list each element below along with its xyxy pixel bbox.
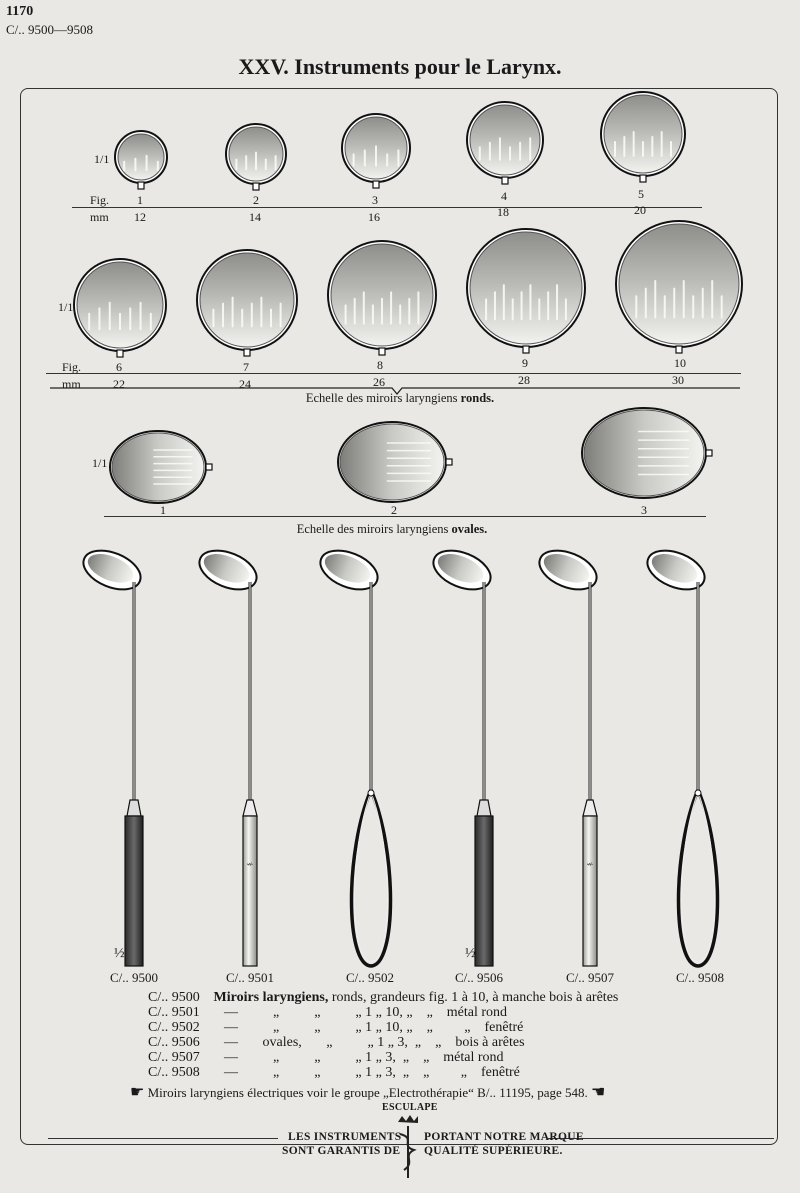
mirror-stem [523, 346, 529, 353]
oval-fig-number: 2 [391, 503, 397, 517]
caption-round-mirrors [0, 391, 800, 406]
mm-value: 26 [373, 375, 385, 389]
mm-value: 24 [239, 377, 251, 391]
instrument-code: C/.. 9500 [110, 970, 159, 985]
metal-handle [583, 816, 597, 966]
spec-line [148, 990, 618, 1006]
spec-code: C/.. 9507 [148, 1050, 200, 1065]
handle-ferrule [243, 800, 257, 816]
laryngeal-mirror-instrument [78, 543, 146, 966]
pointing-hand-right-icon: ☛ [130, 1084, 145, 1101]
footer-rule-left [48, 1138, 278, 1139]
caption-oval-prefix: Echelle des miroirs laryngiens [296, 522, 449, 536]
round-mirror [467, 102, 543, 184]
mirror-stem [253, 183, 259, 190]
caption-round-prefix: Echelle des miroirs laryngiens [305, 391, 458, 405]
round-mirror [115, 131, 167, 189]
oval-fig-number: 3 [641, 503, 647, 517]
instrument-code: C/.. 9506 [455, 970, 504, 985]
mm-value: 14 [249, 210, 261, 224]
caption-round-bold: ronds. [460, 391, 495, 405]
spec-text: — „ „ „ 1 „ 3, „ „ métal rond [224, 1050, 504, 1065]
scale-label-row2: 1/1 [58, 300, 74, 314]
fig-number: 10 [674, 356, 686, 370]
mirror-glass [619, 224, 739, 344]
handle-mark: ⚕ [585, 862, 594, 867]
mirror-stem [117, 350, 123, 357]
spec-text: — ovales, „ „ 1 „ 3, „ „ bois à arêtes [224, 1035, 525, 1050]
catalog-range: C/.. 9500—9508 [6, 22, 94, 37]
fig-number: 9 [522, 356, 528, 370]
fig-number: 8 [377, 358, 383, 372]
spec-bold: Miroirs laryngiens, [213, 990, 329, 1005]
scale-label-ovals: 1/1 [92, 456, 108, 470]
page-number: 1170 [6, 4, 34, 19]
spec-text: — „ „ „ 1 „ 3, „ „ „ fenêtré [224, 1065, 520, 1080]
mm-value: 20 [634, 203, 646, 217]
wooden-handle [475, 816, 493, 966]
mirror-stem [502, 177, 508, 184]
spec-code: C/.. 9502 [148, 1020, 200, 1035]
oval-stem [206, 464, 212, 470]
spec-line [148, 1065, 520, 1081]
mm-value: 12 [134, 210, 146, 224]
fig-number: 7 [243, 360, 249, 374]
fig-number: 1 [137, 193, 143, 207]
spec-code: C/.. 9508 [148, 1065, 200, 1080]
round-mirror [328, 241, 436, 355]
oval-mirror [110, 431, 212, 503]
mm-value: 16 [368, 210, 380, 224]
oval-mirror [582, 408, 712, 498]
spec-line [148, 1035, 525, 1051]
mirror-stem [379, 348, 385, 355]
footnote-text: Miroirs laryngiens électriques voir le groupe „Electrothérapie“ B/.. 11195, page 548. [147, 1085, 588, 1100]
fig-number: 4 [501, 189, 507, 203]
round-mirror [197, 250, 297, 356]
spec-text: — „ „ „ 1 „ 10, „ „ „ fenêtré [224, 1020, 524, 1035]
handle-joint [695, 790, 701, 796]
oval-fig-number: 1 [160, 503, 166, 517]
spec-code: C/.. 9501 [148, 1005, 200, 1020]
footer-left-line1: LES INSTRUMENTS [288, 1131, 402, 1143]
caption-oval-mirrors [0, 522, 792, 537]
mirror-stem [640, 175, 646, 182]
handle-ferrule [477, 800, 491, 816]
handle-ferrule [127, 800, 141, 816]
mirror-glass [200, 253, 294, 347]
laryngeal-mirror-instrument [194, 543, 262, 966]
handle-ferrule [583, 800, 597, 816]
mirror-glass [118, 134, 164, 180]
wooden-handle [125, 816, 143, 966]
mirror-glass [470, 232, 582, 344]
pointing-hand-left-icon: ☚ [591, 1084, 606, 1101]
spec-code: C/.. 9500 [148, 990, 200, 1005]
spec-line [148, 1020, 523, 1036]
window-handle-inner [355, 792, 388, 962]
fig-label-row2: Fig. [62, 360, 82, 374]
round-mirror [74, 259, 166, 357]
fig-number: 5 [638, 187, 644, 201]
spec-text: ronds, grandeurs fig. 1 à 10, à manche bois à arêtes [328, 990, 619, 1005]
laryngeal-mirror-instrument [428, 543, 496, 966]
spec-text: — „ „ „ 1 „ 10, „ „ métal rond [224, 1005, 508, 1020]
oval-mirror [338, 422, 452, 502]
oval-glass [340, 424, 444, 500]
footer-right-line2: QUALITÉ SUPÉRIEURE. [424, 1145, 563, 1157]
half-scale-label: ½ [114, 946, 125, 961]
fig-number: 2 [253, 193, 259, 207]
footer-left-line2: SONT GARANTIS DE [282, 1145, 401, 1157]
divider-row2 [46, 373, 741, 374]
oval-glass [584, 410, 704, 496]
mirror-glass [604, 95, 682, 173]
divider-ovals [104, 516, 706, 517]
laryngeal-mirror-instrument [642, 543, 718, 966]
half-scale-label: ½ [465, 946, 476, 961]
mirror-stem [373, 181, 379, 188]
mirror-stem [244, 349, 250, 356]
round-mirror [226, 124, 286, 190]
mm-value: 18 [497, 205, 509, 219]
scale-label-row1: 1/1 [94, 152, 110, 166]
round-mirror [467, 229, 585, 353]
footnote [130, 1082, 605, 1102]
laryngeal-mirror-instrument [534, 543, 602, 966]
page-title: XXV. Instruments pour le Larynx. [238, 54, 562, 79]
round-mirror [342, 114, 410, 188]
mm-value: 28 [518, 373, 530, 387]
instrument-code: C/.. 9501 [226, 970, 275, 985]
footer-brand: ESCULAPE [382, 1102, 438, 1113]
divider-row1 [72, 207, 702, 208]
window-handle-inner [682, 792, 715, 962]
caption-oval-bold: ovales. [451, 522, 488, 536]
oval-stem [446, 459, 452, 465]
instrument-code: C/.. 9502 [346, 970, 395, 985]
instrument-code: C/.. 9507 [566, 970, 615, 985]
mm-label-row1: mm [90, 210, 109, 224]
spec-line [148, 1005, 507, 1021]
spec-line [148, 1050, 504, 1066]
fig-number: 6 [116, 360, 122, 374]
mm-value: 22 [113, 377, 125, 391]
metal-handle [243, 816, 257, 966]
spec-code: C/.. 9506 [148, 1035, 200, 1050]
fig-label-row1: Fig. [90, 193, 110, 207]
round-mirror [601, 92, 685, 182]
fig-number: 3 [372, 193, 378, 207]
mirror-stem [676, 346, 682, 353]
mm-value: 30 [672, 373, 684, 387]
window-handle [679, 790, 718, 966]
laryngeal-mirror-instrument [315, 543, 391, 966]
footer-right-line1: PORTANT NOTRE MARQUE [424, 1131, 584, 1143]
mirror-glass [77, 262, 163, 348]
oval-glass [112, 433, 204, 501]
window-handle [352, 790, 391, 966]
oval-stem [706, 450, 712, 456]
mirror-stem [138, 182, 144, 189]
handle-joint [368, 790, 374, 796]
instrument-code: C/.. 9508 [676, 970, 725, 985]
mm-label-row2: mm [62, 377, 81, 391]
round-mirror [616, 221, 742, 353]
handle-mark: ⚕ [245, 862, 254, 867]
